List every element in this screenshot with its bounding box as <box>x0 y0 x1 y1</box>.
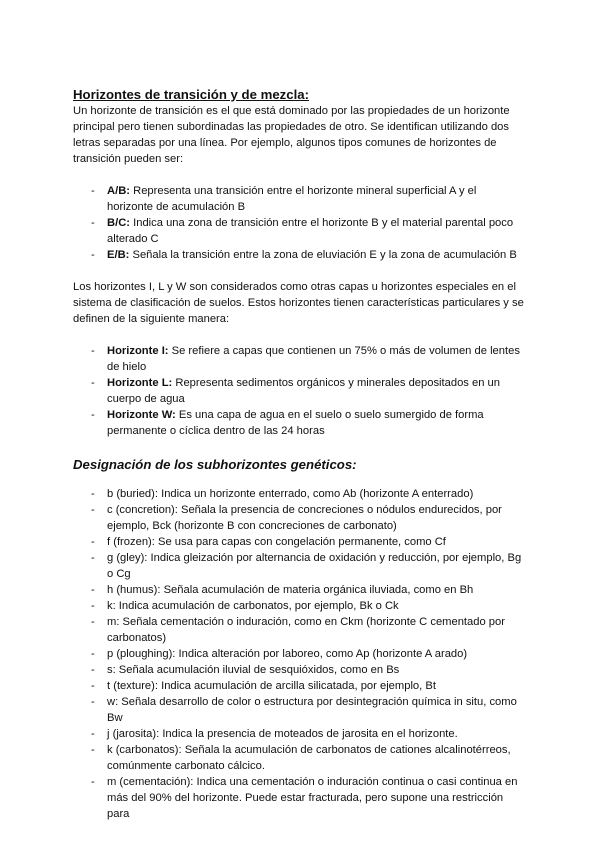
intro-paragraph: Un horizonte de transición es el que está dominado por las propiedades de un horizonte principal pero tienen subordinadas las propiedades de otro. Se identifican utilizando dos letras separadas por una línea. Por ejemplo, algunos tipos comunes de horizontes de transición pueden ser: <box>73 105 510 165</box>
list-item: - k: Indica acumulación de carbonatos, por ejemplo, Bk o Ck <box>73 598 524 614</box>
section-title-subhorizons: Designación de los subhorizontes genéticos: <box>73 457 357 472</box>
list-item: - m (cementación): Indica una cementación o induración continua o casi continua en más del 90% del horizonte. Puede estar fracturada, pero supone una restricción para <box>73 774 524 822</box>
list-item: - c (concretion): Señala la presencia de concreciones o nódulos endurecidos, por ejemplo, Bck (horizonte B con concreciones de carbonato) <box>73 502 524 534</box>
list-item: - A/B: Representa una transición entre el horizonte mineral superficial A y el horizonte de acumulación B <box>73 183 524 215</box>
list-item: - b (buried): Indica un horizonte enterrado, como Ab (horizonte A enterrado) <box>73 486 524 502</box>
list-item: - Horizonte I: Se refiere a capas que contienen un 75% o más de volumen de lentes de hielo <box>73 343 524 375</box>
list-item: - f (frozen): Se usa para capas con congelación permanente, como Cf <box>73 534 524 550</box>
section-title-transition: Horizontes de transición y de mezcla: <box>73 87 309 102</box>
list-item: - Horizonte W: Es una capa de agua en el suelo o suelo sumergido de forma permanente o cíclica dentro de las 24 horas <box>73 407 524 439</box>
transition-list <box>73 183 524 263</box>
list-item: - w: Señala desarrollo de color o estructura por desintegración química in situ, como Bw <box>73 694 524 726</box>
list-item: - g (gley): Indica gleización por alternancia de oxidación y reducción, por ejemplo, Bg o Cg <box>73 550 524 582</box>
list-item: - s: Señala acumulación iluvial de sesquióxidos, como en Bs <box>73 662 524 678</box>
list-item: - B/C: Indica una zona de transición entre el horizonte B y el material parental poco alterado C <box>73 215 524 247</box>
special-horizons-paragraph: Los horizontes I, L y W son considerados como otras capas u horizontes especiales en el sistema de clasificación de suelos. Estos horizontes tienen características particulares y se definen de la siguiente manera: <box>73 281 524 325</box>
list-item: - t (texture): Indica acumulación de arcilla silicatada, por ejemplo, Bt <box>73 678 524 694</box>
list-item: - k (carbonatos): Señala la acumulación de carbonatos de cationes alcalinotérreos, comúnmente carbonato cálcico. <box>73 742 524 774</box>
list-item: - m: Señala cementación o induración, como en Ckm (horizonte C cementado por carbonatos) <box>73 614 524 646</box>
list-item: - h (humus): Señala acumulación de materia orgánica iluviada, como en Bh <box>73 582 524 598</box>
list-item: - E/B: Señala la transición entre la zona de eluviación E y la zona de acumulación B <box>73 247 524 263</box>
subhorizons-list <box>73 486 524 822</box>
list-item: - j (jarosita): Indica la presencia de moteados de jarosita en el horizonte. <box>73 726 524 742</box>
list-item: - Horizonte L: Representa sedimentos orgánicos y minerales depositados en un cuerpo de agua <box>73 375 524 407</box>
special-horizons-list <box>73 343 524 439</box>
list-item: - p (ploughing): Indica alteración por laboreo, como Ap (horizonte A arado) <box>73 646 524 662</box>
